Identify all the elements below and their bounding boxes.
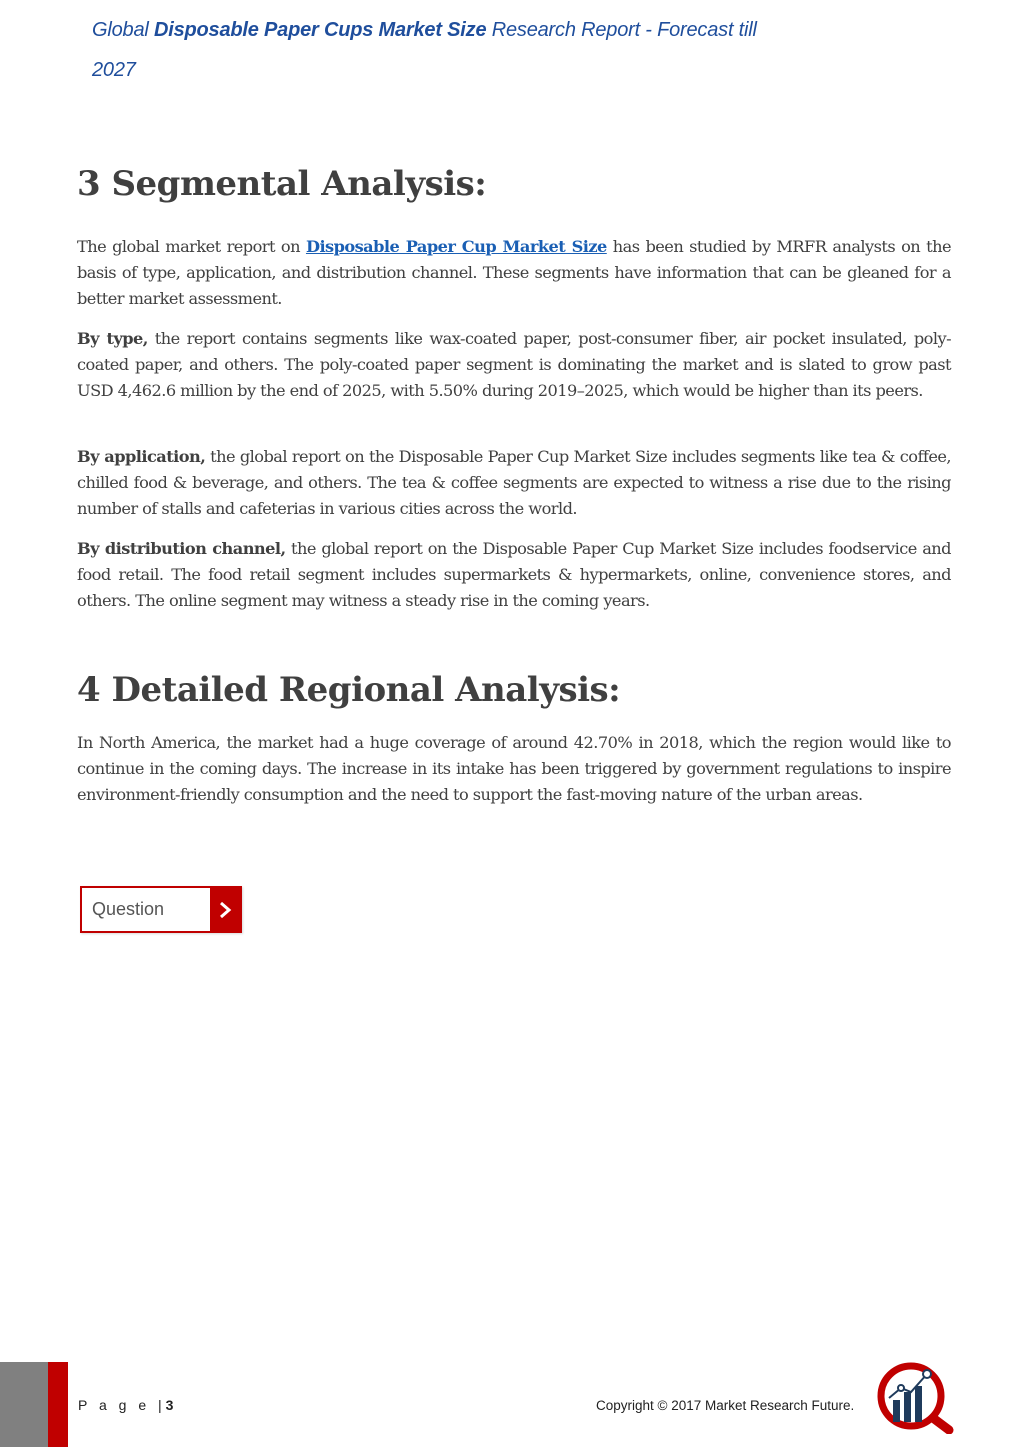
page-label: P a g e | [78, 1397, 166, 1413]
by-distribution-text: the global report on the Disposable Paper Cup Market Size includes foodservice and food retail. The food retail segment includes supermarkets & hypermarkets, online, convenience stores, and others. The online segment may witness a steady rise in the coming years. [77, 539, 951, 610]
by-application-text: the global report on the Disposable Paper Cup Market Size includes segments like tea & coffee, chilled food & beverage, and others. The tea & coffee segments are expected to witness a rise due to the rising number of stalls and cafeterias in various cities across the world. [77, 447, 951, 518]
market-research-future-logo-icon [875, 1362, 955, 1434]
by-type-lead: By type, [77, 329, 148, 348]
by-type-text: the report contains segments like wax-coated paper, post-consumer fiber, air pocket insulated, poly-coated paper, and others. The poly-coated paper segment is dominating the market and is slated to grow past USD 4,462.6 million by the end of 2025, with 5.50% during 2019–2025, which would be higher than its peers. [77, 329, 951, 400]
question-button[interactable] [80, 886, 242, 933]
header-suffix: Research Report - Forecast till 2027 [92, 19, 757, 81]
paragraph-intro [77, 234, 951, 312]
section-heading-regional: 4 Detailed Regional Analysis: [77, 670, 621, 710]
intro-text-before: The global market report on [77, 237, 306, 256]
question-button-label: Question [92, 899, 165, 919]
by-application-lead: By application, [77, 447, 206, 466]
chevron-right-icon [210, 888, 240, 931]
paragraph-regional: In North America, the market had a huge coverage of around 42.70% in 2018, which the region would like to continue in the coming days. The increase in its intake has been triggered by government regulations to inspire environment-friendly consumption and the need to support the fast-moving nature of the urban areas. [77, 733, 951, 804]
paragraph-by-application [77, 444, 951, 522]
header-prefix: Global [92, 19, 154, 41]
paragraph-by-type [77, 326, 951, 404]
by-distribution-lead: By distribution channel, [77, 539, 286, 558]
intro-text-after: has been studied by MRFR analysts on the basis of type, application, and distribution channel. These segments have information that can be gleaned for a better market assessment. [77, 237, 951, 308]
page-number-value: 3 [165, 1397, 174, 1413]
page-number [78, 1397, 173, 1413]
report-header-title [92, 10, 792, 90]
market-size-link[interactable]: Disposable Paper Cup Market Size [305, 237, 607, 256]
header-bold-title: Disposable Paper Cups Market Size [153, 19, 487, 41]
copyright-text: Copyright © 2017 Market Research Future. [596, 1398, 855, 1413]
section-heading-segmental: 3 Segmental Analysis: [77, 164, 487, 204]
footer-gray-bar [0, 1362, 48, 1447]
paragraph-by-distribution [77, 536, 951, 614]
footer-red-bar [48, 1362, 68, 1447]
